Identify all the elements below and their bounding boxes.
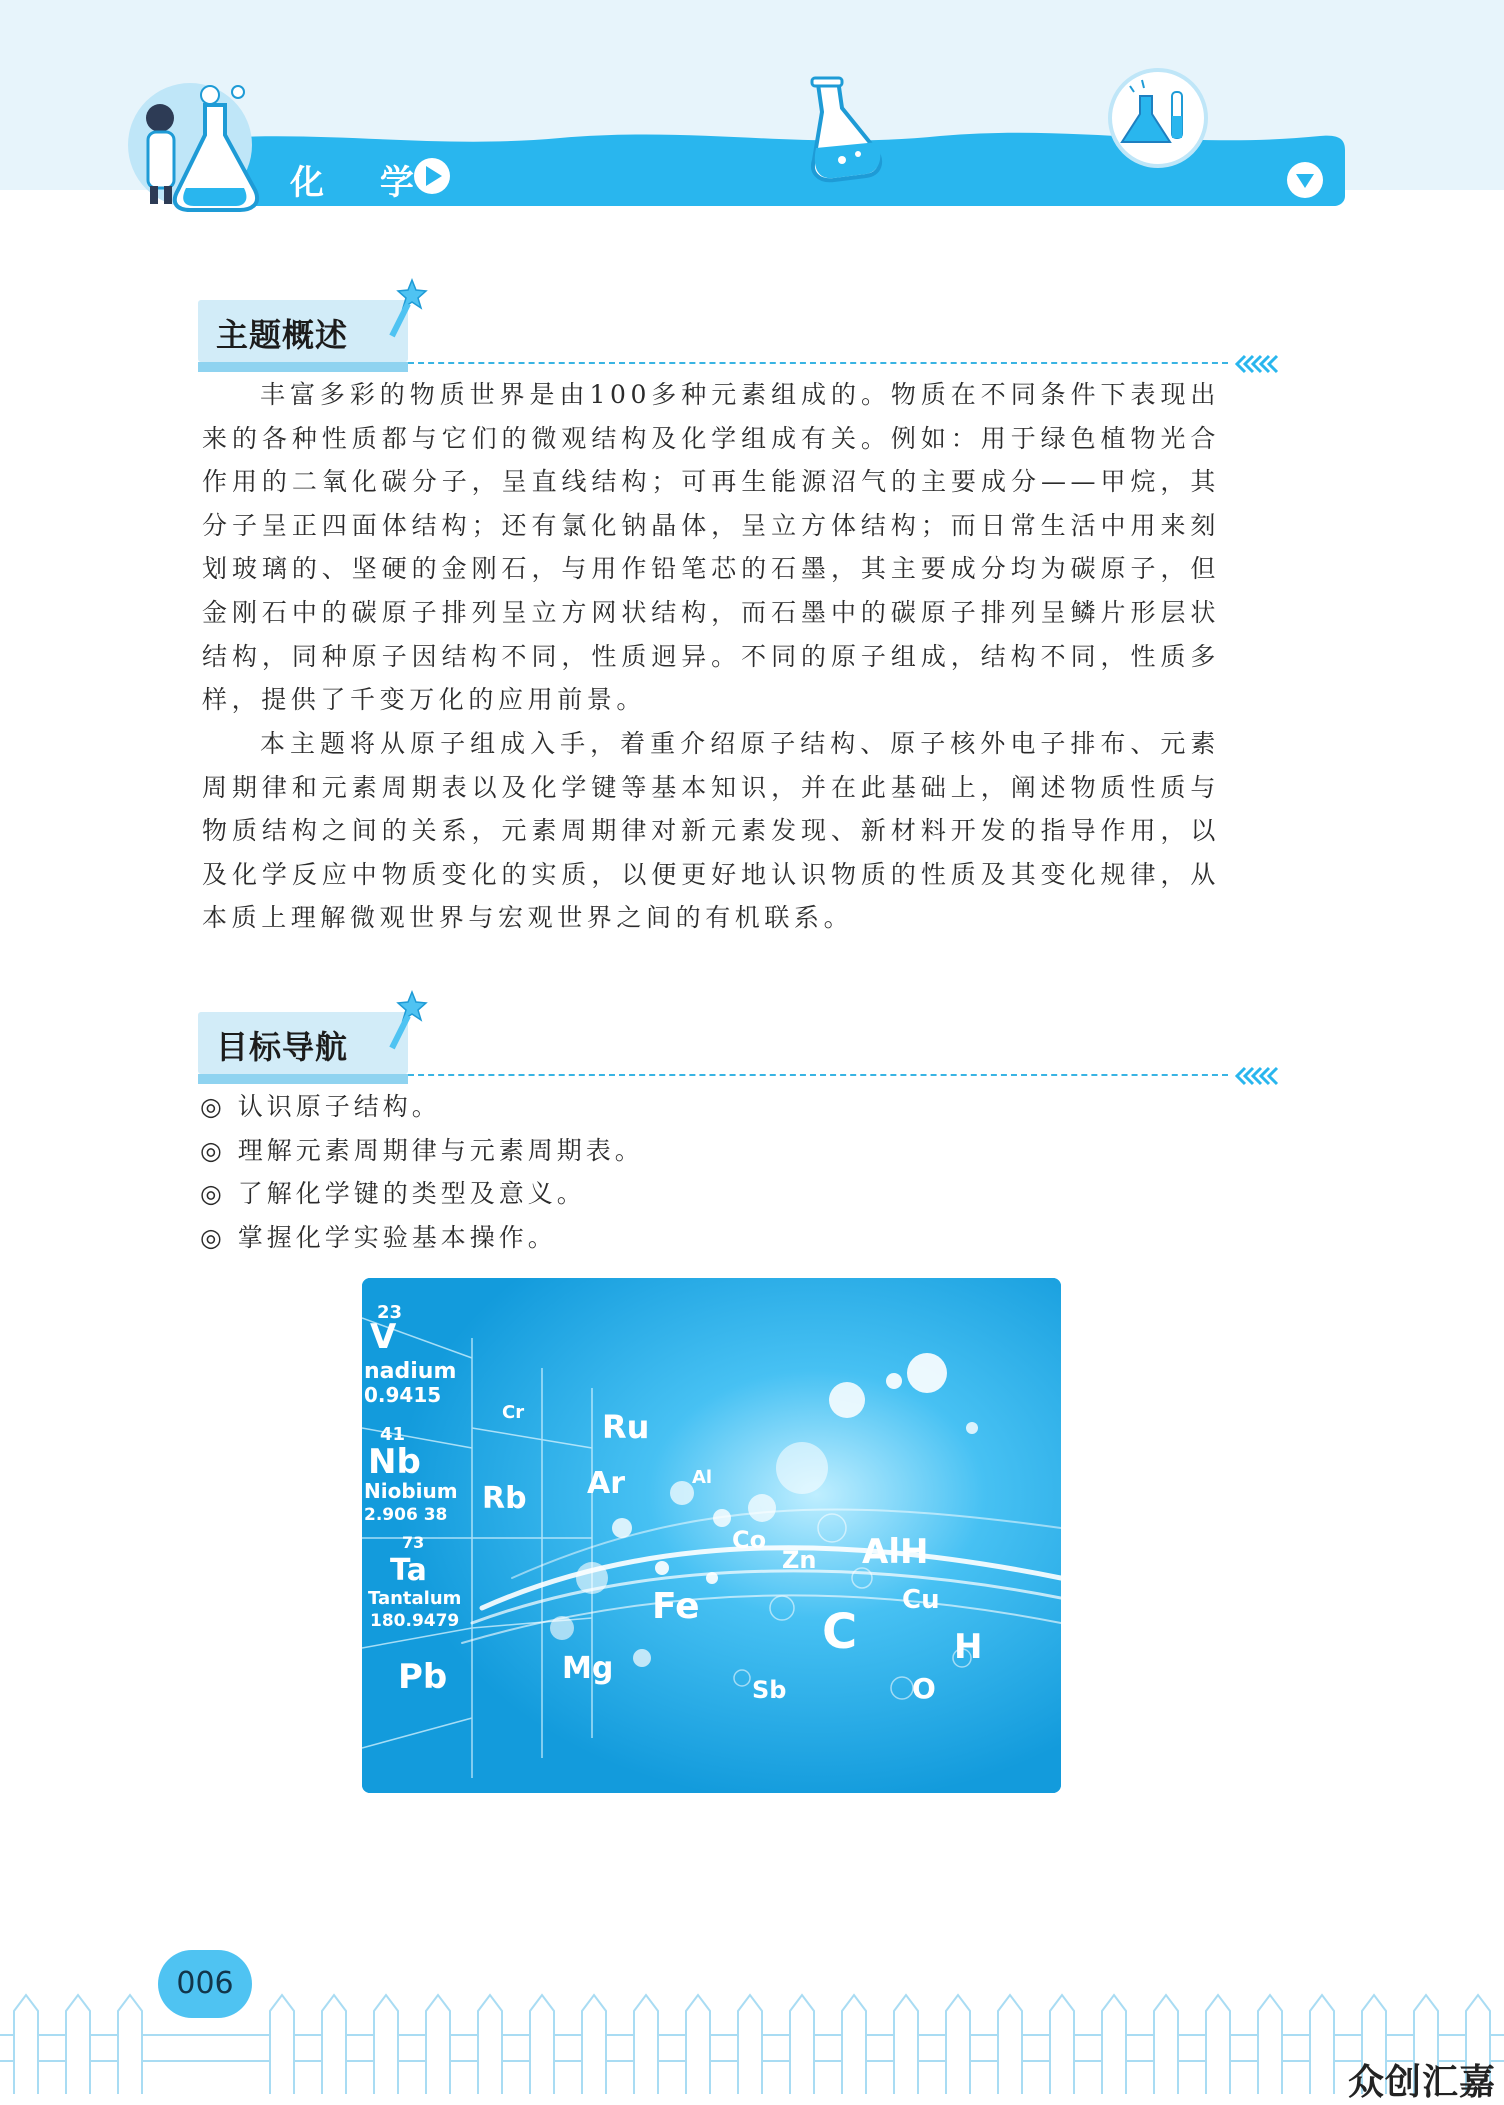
element-label: Zn — [782, 1546, 817, 1574]
star-wand-icon — [388, 988, 428, 1058]
element-label: C — [822, 1604, 858, 1660]
element-label: Cu — [902, 1585, 940, 1615]
element-label: V — [370, 1317, 397, 1357]
element-label: O — [912, 1672, 936, 1705]
element-label: Ta — [390, 1553, 427, 1588]
page-number: 006 — [176, 1966, 234, 2001]
element-label: Ru — [602, 1408, 650, 1446]
element-label: 180.9479 — [370, 1611, 460, 1631]
element-label: 23 — [377, 1302, 403, 1323]
goal-item: ◎ 掌握化学实验基本操作。 — [200, 1222, 557, 1252]
element-label: Cr — [502, 1402, 525, 1423]
chemistry-elements-image — [362, 1278, 1061, 1793]
element-label: Sb — [752, 1676, 787, 1704]
element-label: nadium — [364, 1359, 457, 1384]
section-tab-shadow — [198, 1074, 408, 1084]
chevron-down-circle-icon — [1287, 162, 1323, 198]
element-label: Nb — [368, 1442, 421, 1482]
section-title: 主题概述 — [216, 316, 349, 354]
element-label: Co — [732, 1526, 767, 1554]
header-title: 化 学 — [290, 163, 436, 203]
element-label: AlH — [862, 1532, 929, 1572]
watermark: 众创汇嘉 — [1348, 2062, 1497, 2103]
element-label: Fe — [652, 1586, 700, 1627]
element-label: 2.906 38 — [364, 1505, 448, 1525]
section-title: 目标导航 — [216, 1028, 349, 1066]
goal-item: ◎ 了解化学键的类型及意义。 — [200, 1179, 586, 1208]
element-label: 73 — [402, 1533, 425, 1552]
element-label: 0.9415 — [364, 1383, 442, 1407]
overview-paragraph-2: 本主题将从原子组成入手，着重介绍原子结构、原子核外电子排布、元素周期律和元素周期表以及化学键等基本知识，并在此基础上，阐述物质性质与物质结构之间的关系，元素周期律对新元素发现、新材料开发的指导作用，以及化学反应中物质变化的实质，以便更好地认识物质的性质及其变化规律，从本质上理解微观世界与宏观世界之间的有机联系。 — [202, 729, 1220, 933]
header-banner — [0, 0, 1504, 230]
lab-glassware-icon — [1110, 70, 1206, 166]
element-label: Niobium — [364, 1479, 458, 1503]
goals-list — [200, 1085, 644, 1259]
dashed-divider — [408, 1074, 1228, 1076]
goal-item: ◎ 理解元素周期律与元素周期表。 — [200, 1135, 644, 1165]
element-label: Tantalum — [368, 1588, 462, 1609]
overview-paragraph-1: 丰富多彩的物质世界是由100多种元素组成的。物质在不同条件下表现出来的各种性质都与它们的微观结构及化学组成有关。例如：用于绿色植物光合作用的二氧化碳分子，呈直线结构；可再生能源沼气的主要成分——甲烷，其分子呈正四面体结构；还有氯化钠晶体，呈立方体结构；而日常生活中用来刻划玻璃的、坚硬的金刚石，与用作铅笔芯的石墨，其主要成分均为碳原子，但金刚石中的碳原子排列呈立方网状结构，而石墨中的碳原子排列呈鳞片形层状结构，同种原子因结构不同，性质迥异。不同的原子组成，结构不同，性质多样，提供了千变万化的应用前景。 — [202, 380, 1220, 715]
chevrons-left-icon — [1233, 1066, 1283, 1086]
goal-item: ◎ 认识原子结构。 — [200, 1092, 441, 1121]
element-label: Rb — [482, 1481, 527, 1516]
scientist-illustration-icon — [128, 83, 257, 210]
element-label: Mg — [562, 1651, 614, 1686]
chevrons-left-icon — [1233, 354, 1283, 374]
section-tab-shadow — [198, 362, 408, 372]
element-label: Pb — [398, 1657, 448, 1697]
element-label: Al — [692, 1467, 713, 1488]
star-wand-icon — [388, 276, 428, 346]
element-label: H — [954, 1627, 983, 1667]
fence-decoration — [0, 1985, 1504, 2094]
flask-icon — [812, 78, 880, 180]
chemistry-elements-art — [362, 1278, 1061, 1793]
element-label: Ar — [587, 1466, 626, 1501]
element-label: 41 — [380, 1424, 406, 1445]
dashed-divider — [408, 362, 1228, 364]
